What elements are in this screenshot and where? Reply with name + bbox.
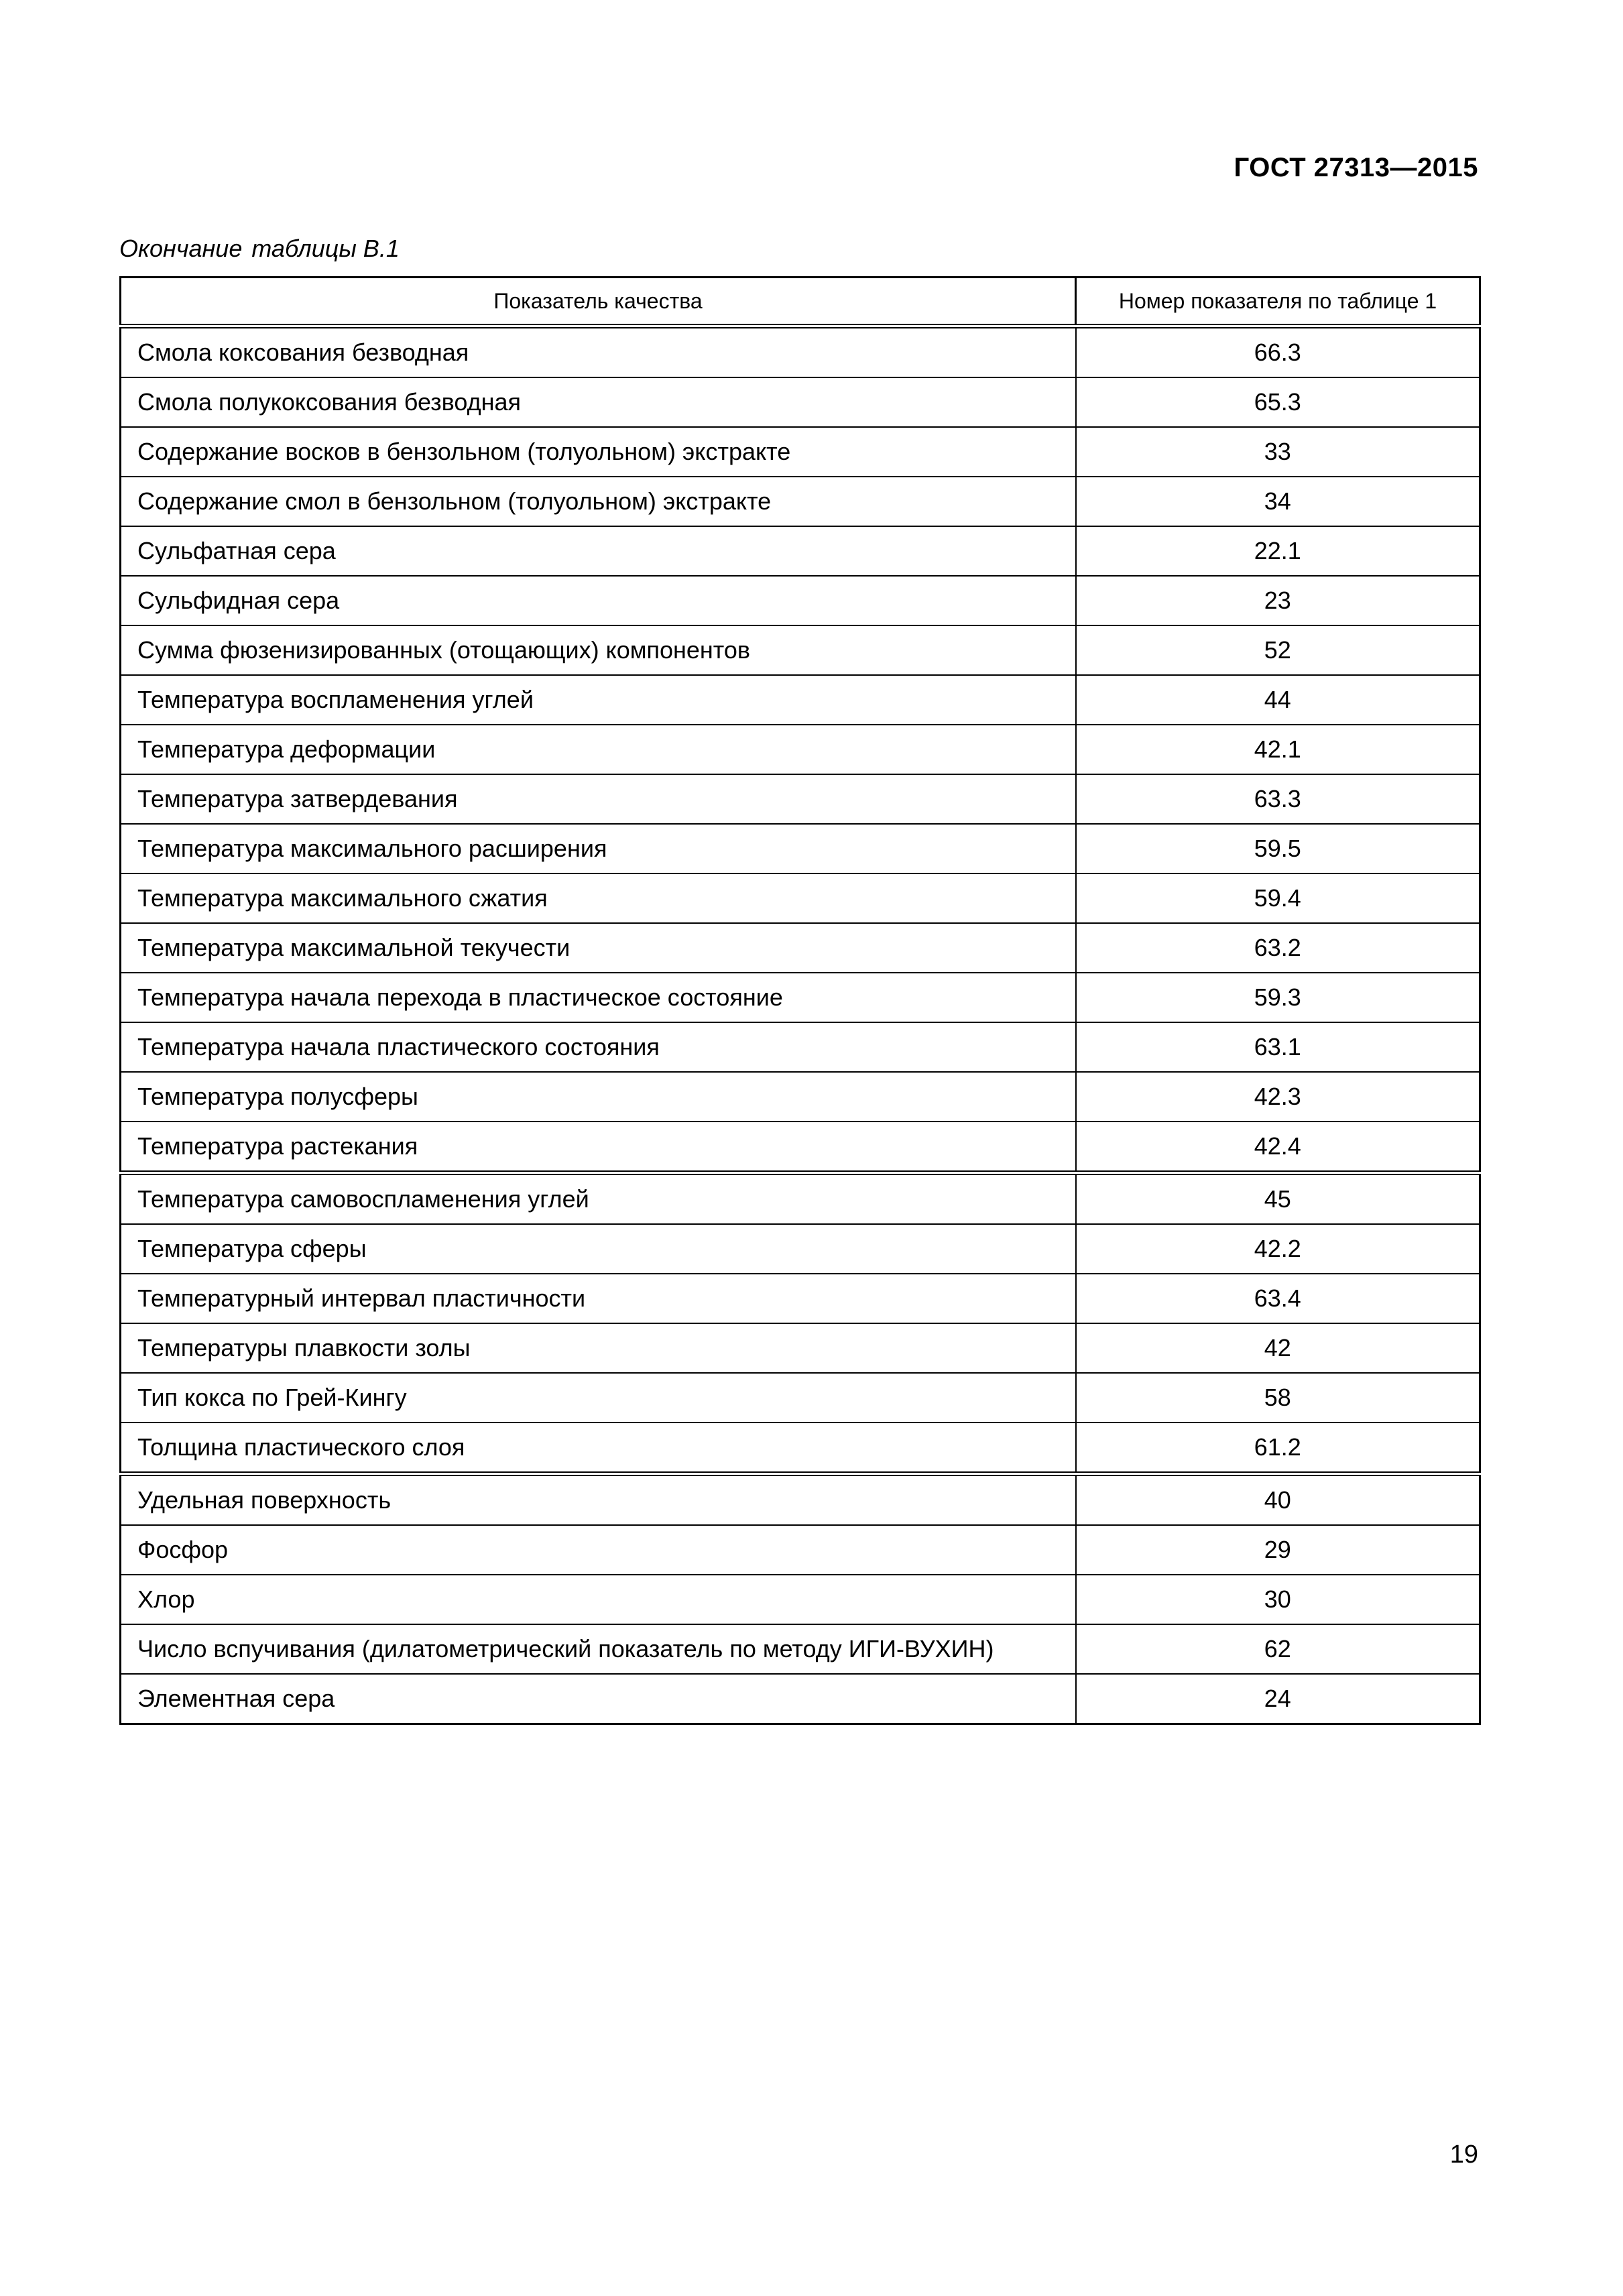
table-row bbox=[121, 1224, 1480, 1274]
table-row bbox=[121, 1423, 1480, 1474]
indicator-number: 23 bbox=[1076, 576, 1480, 625]
indicator-number: 40 bbox=[1076, 1474, 1480, 1526]
table-row bbox=[121, 477, 1480, 526]
table-row bbox=[121, 1624, 1480, 1674]
table-row bbox=[121, 1173, 1480, 1225]
table-row bbox=[121, 1122, 1480, 1173]
indicator-number: 22.1 bbox=[1076, 526, 1480, 576]
indicator-name: Температура сферы bbox=[121, 1224, 1076, 1274]
indicator-name: Температура начала перехода в пластическое состояние bbox=[121, 973, 1076, 1022]
table-row bbox=[121, 427, 1480, 477]
page-number: 19 bbox=[1449, 2140, 1478, 2169]
table-row bbox=[121, 873, 1480, 923]
table-row bbox=[121, 1323, 1480, 1373]
table-row bbox=[121, 1072, 1480, 1122]
indicator-number: 61.2 bbox=[1076, 1423, 1480, 1474]
quality-indicators-table bbox=[119, 276, 1481, 1725]
indicator-number: 42.1 bbox=[1076, 725, 1480, 774]
indicator-name: Смола коксования безводная bbox=[121, 326, 1076, 378]
table-row bbox=[121, 625, 1480, 675]
indicator-name: Температура затвердевания bbox=[121, 774, 1076, 824]
table-row bbox=[121, 1022, 1480, 1072]
table-row bbox=[121, 675, 1480, 725]
table-row bbox=[121, 1474, 1480, 1526]
table-row bbox=[121, 774, 1480, 824]
indicator-name: Хлор bbox=[121, 1575, 1076, 1624]
indicator-name: Сульфидная сера bbox=[121, 576, 1076, 625]
indicator-number: 59.3 bbox=[1076, 973, 1480, 1022]
indicator-number: 34 bbox=[1076, 477, 1480, 526]
indicator-number: 42.2 bbox=[1076, 1224, 1480, 1274]
indicator-name: Температура самовоспламенения углей bbox=[121, 1173, 1076, 1225]
indicator-number: 63.1 bbox=[1076, 1022, 1480, 1072]
indicator-number: 59.5 bbox=[1076, 824, 1480, 873]
indicator-name: Температура растекания bbox=[121, 1122, 1076, 1173]
indicator-number: 58 bbox=[1076, 1373, 1480, 1423]
indicator-name: Фосфор bbox=[121, 1525, 1076, 1575]
table-header-row bbox=[121, 278, 1480, 326]
indicator-number: 52 bbox=[1076, 625, 1480, 675]
indicator-number: 42.4 bbox=[1076, 1122, 1480, 1173]
indicator-name: Температура максимального сжатия bbox=[121, 873, 1076, 923]
table-row bbox=[121, 377, 1480, 427]
table-caption bbox=[119, 235, 400, 263]
column-header-number: Номер показателя по таблице 1 bbox=[1076, 278, 1480, 326]
document-id: ГОСТ 27313—2015 bbox=[1234, 153, 1478, 182]
table-row bbox=[121, 1525, 1480, 1575]
indicator-name: Температура полусферы bbox=[121, 1072, 1076, 1122]
indicator-number: 65.3 bbox=[1076, 377, 1480, 427]
indicator-number: 63.3 bbox=[1076, 774, 1480, 824]
indicator-number: 24 bbox=[1076, 1674, 1480, 1724]
indicator-number: 62 bbox=[1076, 1624, 1480, 1674]
table-row bbox=[121, 1674, 1480, 1724]
indicator-name: Содержание смол в бензольном (толуольном) экстракте bbox=[121, 477, 1076, 526]
indicator-number: 63.4 bbox=[1076, 1274, 1480, 1323]
table-row bbox=[121, 326, 1480, 378]
indicator-name: Толщина пластического слоя bbox=[121, 1423, 1076, 1474]
indicator-number: 30 bbox=[1076, 1575, 1480, 1624]
indicator-number: 45 bbox=[1076, 1173, 1480, 1225]
indicator-name: Сумма фюзенизированных (отощающих) компонентов bbox=[121, 625, 1076, 675]
indicator-name: Температуры плавкости золы bbox=[121, 1323, 1076, 1373]
indicator-name: Удельная поверхность bbox=[121, 1474, 1076, 1526]
indicator-number: 59.4 bbox=[1076, 873, 1480, 923]
indicator-number: 44 bbox=[1076, 675, 1480, 725]
indicator-number: 63.2 bbox=[1076, 923, 1480, 973]
table-row bbox=[121, 923, 1480, 973]
table-row bbox=[121, 1575, 1480, 1624]
indicator-number: 66.3 bbox=[1076, 326, 1480, 378]
caption-continuation: Окончание bbox=[119, 235, 243, 262]
table-row bbox=[121, 725, 1480, 774]
indicator-name: Содержание восков в бензольном (толуольном) экстракте bbox=[121, 427, 1076, 477]
indicator-name: Тип кокса по Грей-Кингу bbox=[121, 1373, 1076, 1423]
caption-table-ref: таблицы В.1 bbox=[251, 235, 400, 262]
table-row bbox=[121, 1373, 1480, 1423]
indicator-name: Температура начала пластического состояния bbox=[121, 1022, 1076, 1072]
indicator-name: Температурный интервал пластичности bbox=[121, 1274, 1076, 1323]
indicator-name: Температура максимальной текучести bbox=[121, 923, 1076, 973]
indicator-name: Элементная сера bbox=[121, 1674, 1076, 1724]
indicator-number: 29 bbox=[1076, 1525, 1480, 1575]
indicator-name: Сульфатная сера bbox=[121, 526, 1076, 576]
indicator-name: Температура воспламенения углей bbox=[121, 675, 1076, 725]
table-row bbox=[121, 576, 1480, 625]
table-row bbox=[121, 973, 1480, 1022]
indicator-name: Температура деформации bbox=[121, 725, 1076, 774]
table-row bbox=[121, 1274, 1480, 1323]
indicator-number: 42.3 bbox=[1076, 1072, 1480, 1122]
indicator-number: 33 bbox=[1076, 427, 1480, 477]
indicator-number: 42 bbox=[1076, 1323, 1480, 1373]
table-row bbox=[121, 526, 1480, 576]
column-header-indicator: Показатель качества bbox=[121, 278, 1076, 326]
table-row bbox=[121, 824, 1480, 873]
indicator-name: Смола полукоксования безводная bbox=[121, 377, 1076, 427]
indicator-name: Число вспучивания (дилатометрический показатель по методу ИГИ-ВУХИН) bbox=[121, 1624, 1076, 1674]
indicator-name: Температура максимального расширения bbox=[121, 824, 1076, 873]
